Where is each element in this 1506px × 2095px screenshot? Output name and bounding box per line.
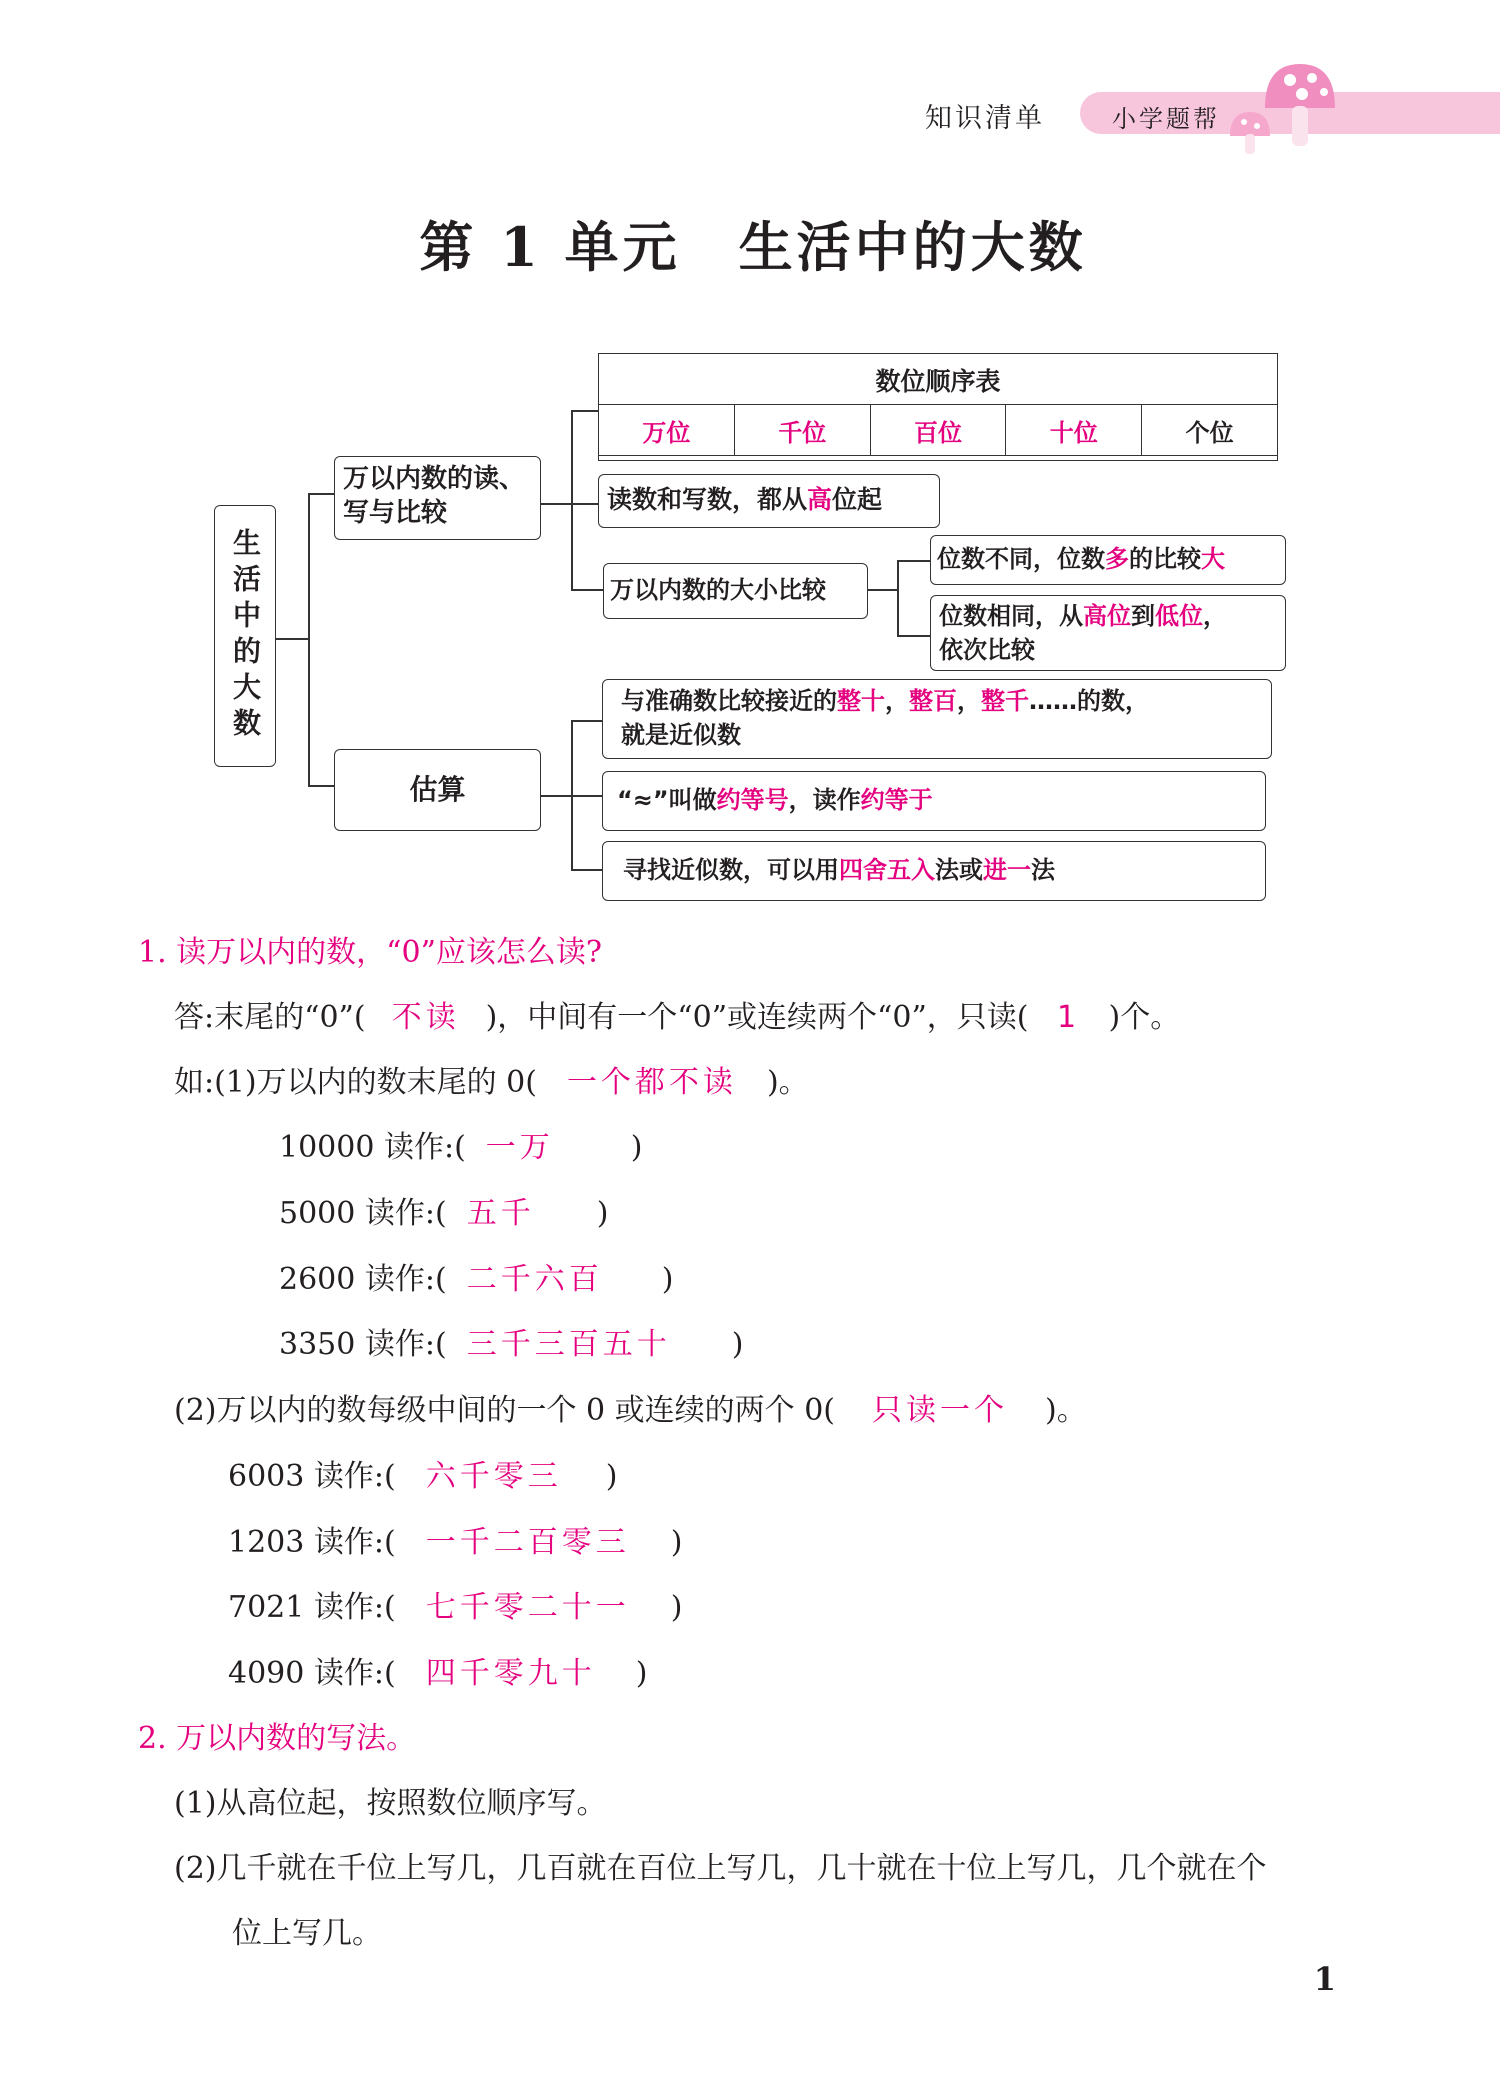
page-title: 第 1 单元 生活中的大数 [419, 215, 1087, 279]
page-number: 1 [1313, 1960, 1336, 1998]
read-example: 7021 读作:( 七千零二十一 ) [228, 1590, 683, 1625]
read-example: 4090 读作:( 四千零九十 ) [228, 1656, 648, 1691]
question-2-point-2-cont: 位上写几。 [232, 1916, 382, 1951]
connector [276, 638, 309, 640]
connector [571, 795, 602, 797]
question-2-point-1: (1)从高位起，按照数位顺序写。 [174, 1786, 607, 1821]
digit-cell: 十位 [1006, 405, 1142, 456]
size-compare-node: 万以内数的大小比较 [603, 563, 868, 619]
estimation-rule-2: “≈”叫做约等号，读作约等于 [602, 771, 1266, 831]
connector [897, 560, 899, 636]
example-2: (2)万以内的数每级中间的一个 0 或连续的两个 0( 只读一个 )。 [174, 1393, 1087, 1428]
question-2-point-2: (2)几千就在千位上写几，几百就在百位上写几，几十就在十位上写几，几个就在个 [174, 1851, 1267, 1886]
brand-label: 小学题帮 [1112, 105, 1220, 133]
read-example: 6003 读作:( 六千零三 ) [228, 1459, 618, 1494]
connector [897, 635, 930, 637]
question-2-title: 2. 万以内数的写法。 [138, 1721, 417, 1756]
read-example: 2600 读作:( 二千六百 ) [279, 1262, 674, 1297]
compare-rule-1: 位数不同，位数多的比较大 [930, 535, 1286, 585]
branch-read-write-compare: 万以内数的读、 写与比较 [334, 456, 541, 540]
section-label: 知识清单 [925, 103, 1045, 134]
read-example: 3350 读作:( 三千三百五十 ) [279, 1327, 744, 1362]
read-example: 1203 读作:( 一千二百零三 ) [228, 1525, 683, 1560]
connector [540, 503, 572, 505]
read-example: 5000 读作:( 五千 ) [279, 1196, 609, 1231]
digit-cell: 万位 [599, 405, 735, 456]
mushroom-icon [1220, 56, 1340, 156]
connector [571, 589, 603, 591]
connector [571, 869, 602, 871]
digit-cell: 千位 [734, 405, 870, 456]
connector [540, 795, 572, 797]
estimation-rule-1: 与准确数比较接近的整十，整百，整千……的数， 就是近似数 [602, 679, 1272, 759]
question-1-answer: 答:末尾的“0”( 不读 )，中间有一个“0”或连续两个“0”，只读( 1 )个。 [174, 1000, 1181, 1035]
digit-order-table [598, 404, 1278, 456]
question-1-title: 1. 读万以内的数，“0”应该怎么读? [138, 935, 603, 970]
branch-estimation: 估算 [334, 749, 541, 831]
connector [571, 410, 598, 412]
digit-table-caption: 数位顺序表 [875, 367, 1001, 396]
connector [868, 589, 898, 591]
digit-cell: 个位 [1142, 405, 1278, 456]
connector [308, 785, 334, 787]
estimation-rule-3: 寻找近似数，可以用四舍五入法或进一法 [602, 841, 1266, 901]
digit-cell: 百位 [870, 405, 1006, 456]
connector [571, 720, 602, 722]
mindmap-root: 生活中的大数 [214, 505, 276, 767]
read-example: 10000 读作:( 一万 ) [279, 1130, 643, 1165]
connector [308, 493, 310, 786]
connector [897, 560, 930, 562]
connector [571, 503, 598, 505]
connector [571, 410, 573, 590]
connector [308, 493, 334, 495]
compare-rule-2: 位数相同，从高位到低位， 依次比较 [930, 595, 1286, 671]
example-1: 如:(1)万以内的数末尾的 0( 一个都不读 )。 [174, 1065, 809, 1100]
read-write-rule: 读数和写数，都从高位起 [598, 474, 940, 528]
